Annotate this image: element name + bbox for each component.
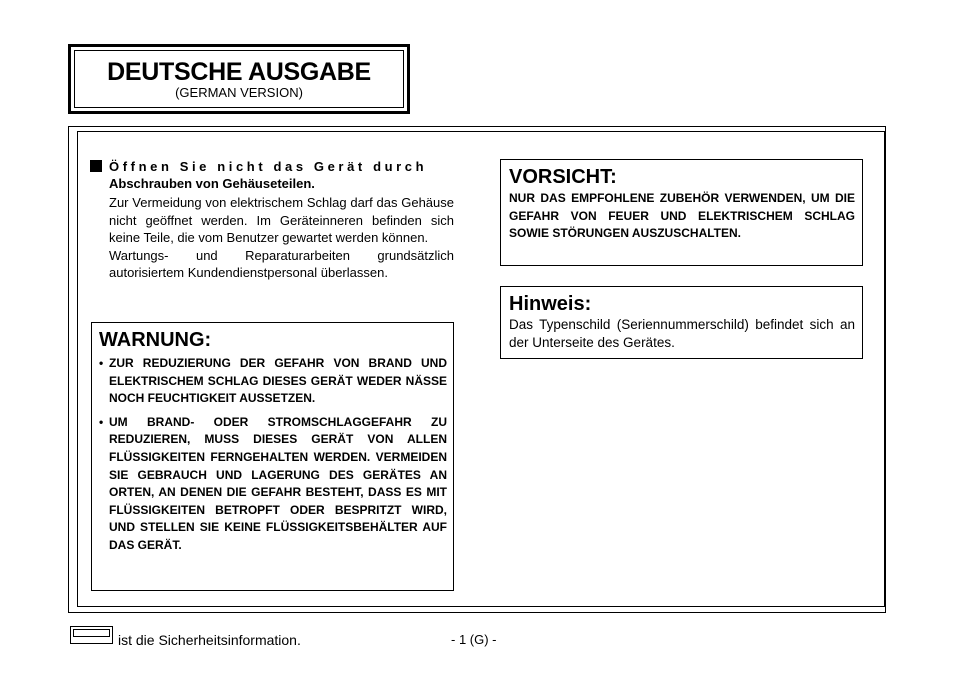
notice-heading [90, 158, 454, 192]
notice-heading-line1: Öffnen Sie nicht das Gerät durch [109, 159, 428, 174]
note-box [500, 286, 863, 359]
warning-item-text: ZUR REDUZIERUNG DER GEFAHR VON BRAND UND ELEKTRISCHEM SCHLAG DIESES GERÄT WEDER NÄSSE NOCH FEUCHTIGKEIT AUSSETZEN. [109, 356, 447, 406]
page-subtitle: (GERMAN VERSION) [175, 85, 303, 100]
notice-paragraph-1: Zur Vermeidung von elektrischem Schlag darf das Gehäuse nicht geöffnet werden. Im Geräteinneren befinden sich keine Teile, die vom Benutzer gewartet werden können. [109, 195, 454, 245]
list-item [99, 414, 447, 555]
title-box-inner [74, 50, 404, 108]
title-box [68, 44, 410, 114]
warning-item-text: UM BRAND- ODER STROMSCHLAGGEFAHR ZU REDUZIEREN, MUSS DIESES GERÄT VON ALLEN FLÜSSIGKEITEN FERNGEHALTEN WERDEN. VERMEIDEN SIE GEBRAUCH UND LAGERUNG DES GERÄTES AN ORTEN, AN DENEN DIE GEFAHR BESTEHT, DASS ES MIT FLÜSSIGKEITEN BETROPFT ODER BESPRITZT WIRD, UND STELLEN SIE KEINE FLÜSSIGKEITSBEHÄLTER AUF DAS GERÄT. [109, 414, 447, 552]
notice-section [90, 158, 454, 282]
notice-paragraph-2: Wartungs- und Reparaturarbeiten grundsätzlich autorisiertem Kundendienstpersonal überlassen. [109, 247, 454, 280]
safety-info-icon [70, 626, 113, 644]
notice-heading-line2: Abschrauben von Gehäuseteilen. [109, 176, 315, 191]
bullet-icon: • [99, 414, 104, 429]
warning-list [99, 355, 447, 555]
safety-info-icon-inner [73, 629, 110, 637]
page-number: - 1 (G) - [451, 632, 497, 647]
bullet-icon: • [99, 356, 104, 370]
page-title: DEUTSCHE AUSGABE [107, 58, 371, 86]
notice-body [90, 194, 454, 282]
footer-legend: ist die Sicherheitsinformation. [118, 632, 301, 648]
warning-title: WARNUNG: [99, 329, 212, 351]
warning-box [91, 322, 454, 591]
list-item [99, 355, 447, 408]
note-text: Das Typenschild (Seriennummerschild) befindet sich an der Unterseite des Gerätes. [509, 317, 855, 350]
caution-title: VORSICHT: [509, 166, 617, 188]
caution-text: NUR DAS EMPFOHLENE ZUBEHÖR VERWENDEN, UM DIE GEFAHR VON FEUER UND ELEKTRISCHEM SCHLAG SOWIE STÖRUNGEN AUSZUSCHALTEN. [509, 191, 855, 240]
note-title: Hinweis: [509, 293, 592, 315]
square-bullet-icon [90, 160, 102, 172]
caution-box [500, 159, 863, 266]
